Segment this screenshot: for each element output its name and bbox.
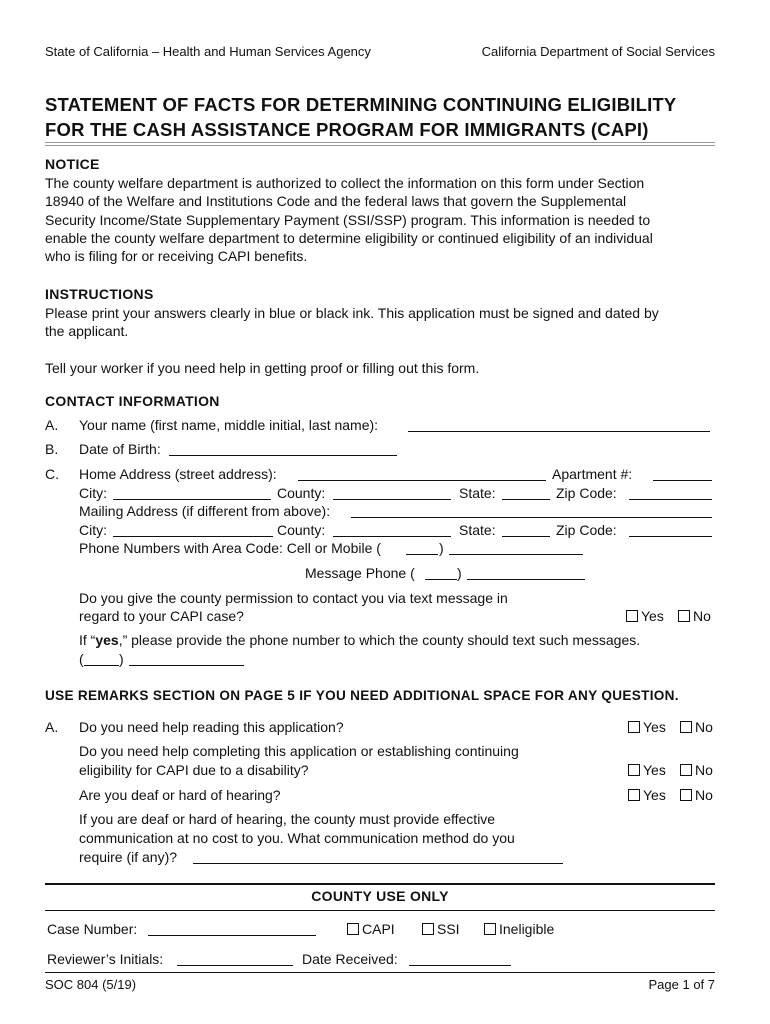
remarks-heading: USE REMARKS SECTION ON PAGE 5 IF YOU NEED ADDITIONAL SPACE FOR ANY QUESTION. bbox=[45, 688, 679, 703]
help-completing-yes[interactable]: Yes bbox=[628, 762, 666, 778]
zip-label: Zip Code: bbox=[556, 485, 617, 501]
city-field[interactable] bbox=[113, 485, 271, 500]
reviewer-initials-field[interactable] bbox=[177, 951, 293, 966]
checkbox-icon[interactable] bbox=[680, 764, 692, 776]
help-reading-yes[interactable]: Yes bbox=[628, 719, 666, 735]
checkbox-icon[interactable] bbox=[628, 721, 640, 733]
form-title-line2: FOR THE CASH ASSISTANCE PROGRAM FOR IMMIGRANTS (CAPI) bbox=[45, 119, 649, 140]
title-divider bbox=[45, 142, 715, 146]
contact-heading: CONTACT INFORMATION bbox=[45, 393, 220, 409]
mailing-state-field[interactable] bbox=[502, 522, 550, 537]
apartment-field[interactable] bbox=[653, 466, 712, 481]
help-label: A. bbox=[45, 719, 59, 735]
notice-line: who is filing for or receiving CAPI benefits. bbox=[45, 248, 308, 265]
text-permission-q-line1: Do you give the county permission to contact you via text message in bbox=[79, 590, 508, 606]
instructions-text bbox=[45, 304, 659, 341]
text-area-code-field[interactable] bbox=[84, 651, 119, 666]
checkbox-icon[interactable] bbox=[484, 923, 496, 935]
text-permission-no[interactable] bbox=[678, 608, 711, 624]
item-label: C. bbox=[45, 466, 59, 482]
mailing-address-field[interactable] bbox=[351, 503, 712, 518]
footer-rule bbox=[45, 972, 715, 973]
deaf-yes[interactable]: Yes bbox=[628, 787, 666, 803]
notice-text bbox=[45, 174, 653, 265]
apartment-label: Apartment #: bbox=[552, 466, 633, 482]
checkbox-icon[interactable] bbox=[628, 764, 640, 776]
mailing-zip-field[interactable] bbox=[629, 522, 712, 537]
instructions-line: Please print your answers clearly in blue or black ink. This application must be signed and dated by bbox=[45, 305, 659, 321]
dob-label: Date of Birth: bbox=[79, 441, 161, 457]
form-title bbox=[45, 92, 676, 142]
cell-area-code-field[interactable] bbox=[406, 540, 438, 555]
help-completing-q-line1: Do you need help completing this application or establishing continuing bbox=[79, 743, 519, 759]
form-title-line1: STATEMENT OF FACTS FOR DETERMINING CONTINUING ELIGIBILITY bbox=[45, 94, 677, 115]
instructions-heading: INSTRUCTIONS bbox=[45, 286, 154, 302]
mailing-city-field[interactable] bbox=[113, 522, 273, 537]
communication-q-line2: communication at no cost to you. What communication method do you bbox=[79, 830, 515, 846]
checkbox-icon[interactable] bbox=[422, 923, 434, 935]
zip-field[interactable] bbox=[629, 485, 712, 500]
zip-label: Zip Code: bbox=[556, 522, 617, 538]
message-phone-label: Message Phone ( bbox=[305, 565, 415, 581]
checkbox-icon[interactable] bbox=[680, 721, 692, 733]
message-area-code-field[interactable] bbox=[425, 565, 457, 580]
county-label: County: bbox=[277, 485, 326, 501]
instructions-help: Tell your worker if you need help in getting proof or filling out this form. bbox=[45, 360, 480, 376]
if-yes-text: If “yes,” please provide the phone number to which the county should text such messages. bbox=[79, 632, 641, 648]
agency-left: State of California – Health and Human Services Agency bbox=[45, 44, 371, 59]
form-number: SOC 804 (5/19) bbox=[45, 977, 137, 992]
checkbox-icon[interactable] bbox=[680, 789, 692, 801]
checkbox-icon[interactable] bbox=[678, 610, 690, 622]
mailing-address-label: Mailing Address (if different from above): bbox=[79, 503, 331, 519]
checkbox-icon[interactable] bbox=[626, 610, 638, 622]
paren-close: ) bbox=[439, 540, 444, 556]
dob-field[interactable] bbox=[169, 441, 397, 456]
deaf-question: Are you deaf or hard of hearing? bbox=[79, 787, 281, 803]
yes-label: Yes bbox=[641, 608, 664, 624]
agency-right: California Department of Social Services bbox=[481, 44, 715, 59]
case-number-label: Case Number: bbox=[47, 921, 138, 937]
state-label: State: bbox=[459, 485, 496, 501]
capi-option[interactable]: CAPI bbox=[347, 921, 395, 937]
date-received-field[interactable] bbox=[409, 951, 511, 966]
county-use-rule bbox=[45, 910, 715, 911]
notice-line: The county welfare department is authorized to collect the information on this form under Section bbox=[45, 175, 645, 191]
communication-q-line1: If you are deaf or hard of hearing, the county must provide effective bbox=[79, 811, 496, 827]
item-label: A. bbox=[45, 417, 59, 433]
cell-phone-label: Phone Numbers with Area Code: Cell or Mobile ( bbox=[79, 540, 381, 556]
help-reading-question: Do you need help reading this application? bbox=[79, 719, 344, 735]
checkbox-icon[interactable] bbox=[628, 789, 640, 801]
date-received-label: Date Received: bbox=[302, 951, 398, 967]
ineligible-option[interactable]: Ineligible bbox=[484, 921, 554, 937]
paren-close: ) bbox=[119, 651, 124, 667]
deaf-no[interactable]: No bbox=[680, 787, 713, 803]
home-address-field[interactable] bbox=[298, 466, 546, 481]
paren-open: ( bbox=[79, 651, 84, 667]
name-field[interactable] bbox=[408, 417, 710, 432]
text-permission-yes[interactable] bbox=[626, 608, 664, 624]
county-field[interactable] bbox=[333, 485, 451, 500]
reviewer-initials-label: Reviewer’s Initials: bbox=[47, 951, 164, 967]
city-label: City: bbox=[79, 485, 107, 501]
page-number: Page 1 of 7 bbox=[648, 977, 715, 992]
item-label: B. bbox=[45, 441, 59, 457]
paren-close: ) bbox=[457, 565, 462, 581]
county-use-heading: COUNTY USE ONLY bbox=[311, 888, 449, 904]
yes-emphasis: yes bbox=[95, 632, 119, 648]
instructions-line: the applicant. bbox=[45, 323, 129, 340]
checkbox-icon[interactable] bbox=[347, 923, 359, 935]
state-label: State: bbox=[459, 522, 496, 538]
notice-line: Security Income/State Supplementary Payment (SSI/SSP) program. This information is needed to bbox=[45, 211, 651, 228]
form-page: State of California – Health and Human Services Agency California Department of Social Services STATEMENT OF FACTS FOR DETERMINING CONTINUING ELIGIBILITY FOR THE CASH ASSISTANCE PROGRAM FOR IMMIGRANTS (CAPI) NOTICE The county welfare department is authorized to collect the information on this form under Section 18940 of the Welfare and Institutions Code and the federal laws that govern the Supplemental Security Income/State Supplementary Payment (SSI/SSP) program. This information is needed to enable the county welfare department to determine eligibility or continued eligibility of an individual who is filing for or receiving CAPI benefits. INSTRUCTIONS Please print your answers clearly in blue or black ink. This application must be signed and dated by the applicant. Tell your worker if you need help in getting proof or filling out this form. CONTACT INFORMATION A. Your name (first name, middle initial, last name): B. Date of Birth: C. Home Address (street address): Apartment #: City: County: State: Zip Code: Mailing Address (if different from above): City: County: State: Zip Code: Phone Numbers with Area Code: Cell or Mobile ( ) Message Phone ( ) Do you give the county permission to contact you via text message in regard to your CAPI case? Yes No If “yes,” please provide the phone number to which the county should text such messages. ( ) USE REMARKS SECTION ON PAGE 5 IF YOU NEED ADDITIONAL SPACE FOR ANY QUESTION. A. Do you need help reading this application? Yes No Do you need help completing this application or establishing continuing eligibility for CAPI due to a disability? Yes No Are you deaf or hard of hearing? Yes No If you are deaf or hard of hearing, the county must provide effective communication at no cost to you. What communication method do you require (if any)? COUNTY USE ONLY Case Number: CAPI SSI Ineligible Reviewer’s Initials: Date Received: SOC 804 (5/19) Page 1 of 7 bbox=[45, 44, 715, 992]
text-number-field[interactable] bbox=[129, 651, 244, 666]
help-completing-no[interactable]: No bbox=[680, 762, 713, 778]
communication-method-field[interactable] bbox=[193, 849, 563, 864]
notice-heading: NOTICE bbox=[45, 156, 100, 172]
home-address-label: Home Address (street address): bbox=[79, 466, 277, 482]
help-completing-q-line2: eligibility for CAPI due to a disability? bbox=[79, 762, 309, 778]
notice-line: 18940 of the Welfare and Institutions Code and the federal laws that govern the Supplemental bbox=[45, 193, 627, 210]
state-field[interactable] bbox=[502, 485, 550, 500]
text-permission-q-line2: regard to your CAPI case? bbox=[79, 608, 244, 624]
message-number-field[interactable] bbox=[467, 565, 585, 580]
cell-number-field[interactable] bbox=[449, 540, 583, 555]
notice-line: enable the county welfare department to determine eligibility or continued eligibility of an individual bbox=[45, 229, 653, 246]
mailing-county-field[interactable] bbox=[333, 522, 451, 537]
no-label: No bbox=[693, 608, 711, 624]
case-number-field[interactable] bbox=[148, 921, 316, 936]
county-use-divider bbox=[45, 883, 715, 885]
name-label: Your name (first name, middle initial, last name): bbox=[79, 417, 379, 433]
ssi-option[interactable]: SSI bbox=[422, 921, 460, 937]
help-reading-no[interactable]: No bbox=[680, 719, 713, 735]
county-label: County: bbox=[277, 522, 326, 538]
city-label: City: bbox=[79, 522, 107, 538]
